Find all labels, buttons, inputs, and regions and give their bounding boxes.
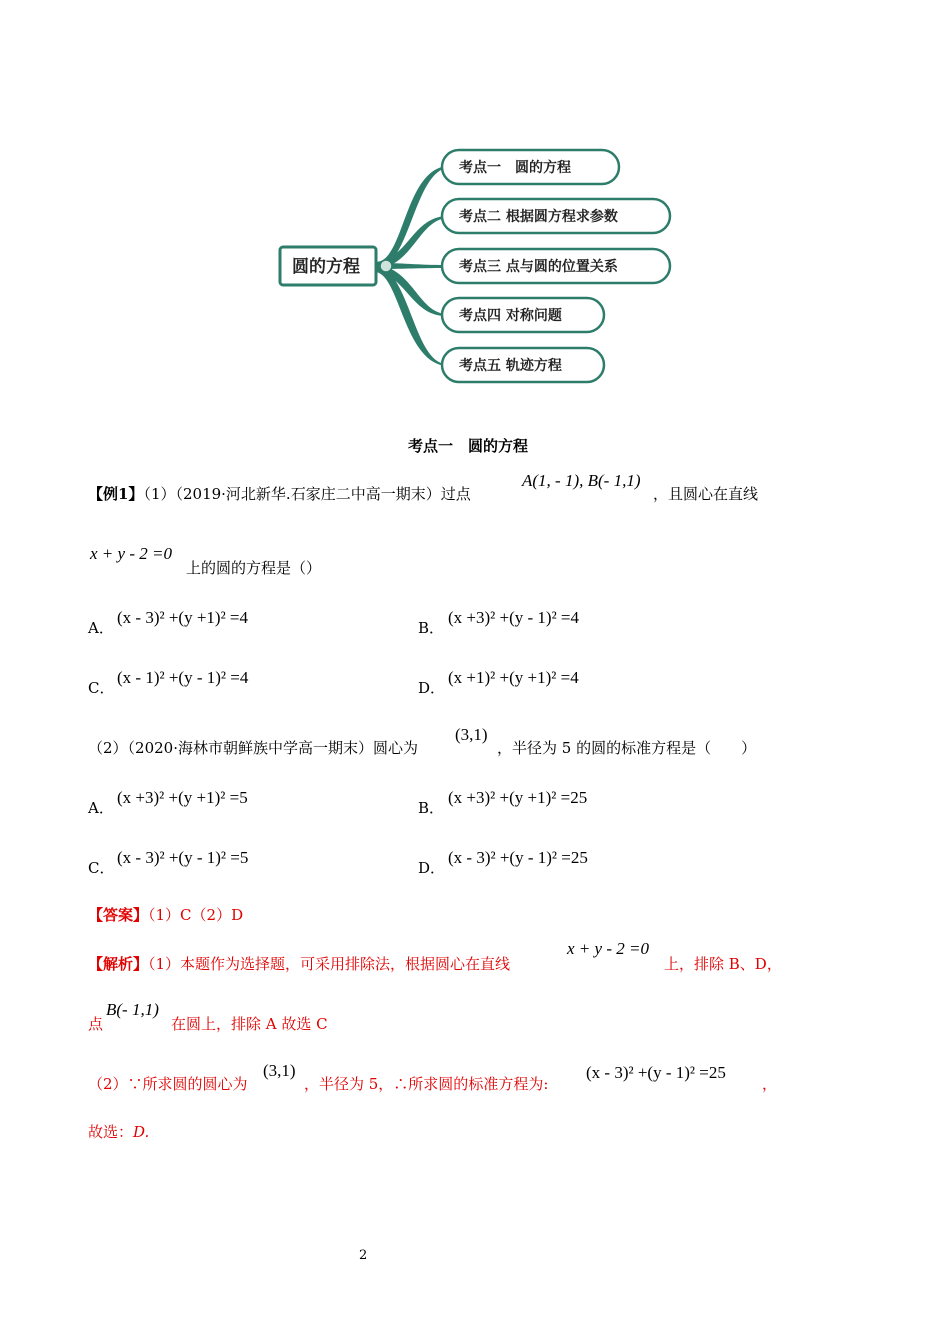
analysis-line3-mid: ，半径为 5，∴所求圆的标准方程为: (304, 1075, 549, 1093)
analysis-line4 (88, 1122, 149, 1142)
option1-c-letter: C． (88, 679, 115, 697)
mind-map-branches (376, 166, 446, 366)
answer-text: （1）C（2）D (148, 906, 244, 924)
option1-b-expr: (x +3)² +(y - 1)² =4 (448, 608, 580, 627)
example-part2-intro: （2）（2020·海林市朝鲜族中学高一期末）圆心为 (88, 739, 418, 757)
option2-c-letter: C． (88, 859, 115, 877)
example-part1-tail: 上的圆的方程是（） (186, 559, 322, 577)
mind-map-center-label: 圆的方程 (292, 257, 360, 277)
example-label: 【例1】 (88, 485, 144, 503)
line-equation: x + y - 2 =0 (90, 544, 172, 563)
option1-d-letter: D． (418, 679, 446, 697)
analysis-line4-text: 故选： (88, 1123, 134, 1141)
analysis-label: 【解析】 (88, 955, 149, 973)
answer-label: 【答案】 (88, 906, 149, 924)
example-1-intro (88, 484, 471, 504)
option1-b-letter: B． (418, 619, 445, 637)
option2-d-expr: (x - 3)² +(y - 1)² =25 (448, 848, 588, 867)
option1-d-expr: (x +1)² +(y +1)² =4 (448, 668, 579, 687)
analysis-line1-text: （1）本题作为选择题，可采用排除法，根据圆心在直线 (148, 955, 511, 973)
option2-b-expr: (x +3)² +(y +1)² =25 (448, 788, 588, 807)
option2-b-letter: B． (418, 799, 445, 817)
analysis-line1 (88, 954, 510, 974)
analysis-line3-tail: ， (762, 1075, 778, 1093)
mind-map-node-1-label: 考点一 圆的方程 (459, 160, 571, 176)
answer (88, 905, 243, 925)
center-math: (3,1) (455, 725, 488, 744)
option2-a-letter: A． (88, 799, 114, 817)
analysis-line2-tail: 在圆上，排除 A 故选 C (171, 1015, 328, 1033)
analysis-line3-math1: (3,1) (263, 1061, 296, 1080)
analysis-line2-math: B(- 1,1) (106, 1000, 159, 1019)
mind-map (276, 144, 696, 394)
option1-a-expr: (x - 3)² +(y +1)² =4 (117, 608, 249, 627)
analysis-line2-prefix: 点 (88, 1015, 104, 1033)
example-part1-intro: （1）（2019·河北新华.石家庄二中高一期末）过点 (143, 485, 471, 503)
page-number: 2 (359, 1248, 368, 1263)
example-part2-after: ，半径为 5 的圆的标准方程是（ ） (497, 739, 757, 757)
option2-a-expr: (x +3)² +(y +1)² =5 (117, 788, 248, 807)
mind-map-node-5-label: 考点五 轨迹方程 (459, 358, 562, 374)
example-part1-after: ，且圆心在直线 (653, 485, 759, 503)
section-title: 考点一 圆的方程 (408, 437, 529, 455)
option1-a-letter: A． (88, 619, 114, 637)
mind-map-node-4-label: 考点四 对称问题 (459, 308, 562, 324)
option1-c-expr: (x - 1)² +(y - 1)² =4 (117, 668, 249, 687)
mind-map-node-2-label: 考点二 根据圆方程求参数 (459, 209, 618, 225)
analysis-line3-text: （2）∵所求圆的圆心为 (88, 1075, 248, 1093)
analysis-line1-math: x + y - 2 =0 (567, 939, 649, 958)
points-math: A(1, - 1), B(- 1,1) (522, 471, 641, 490)
option2-d-letter: D． (418, 859, 446, 877)
option2-c-expr: (x - 3)² +(y - 1)² =5 (117, 848, 249, 867)
analysis-line1-tail: 上，排除 B、D， (664, 955, 782, 973)
analysis-line3-math2: (x - 3)² +(y - 1)² =25 (586, 1063, 726, 1082)
analysis-line4-answer: D. (133, 1123, 150, 1141)
mind-map-node-3-label: 考点三 点与圆的位置关系 (459, 259, 618, 275)
